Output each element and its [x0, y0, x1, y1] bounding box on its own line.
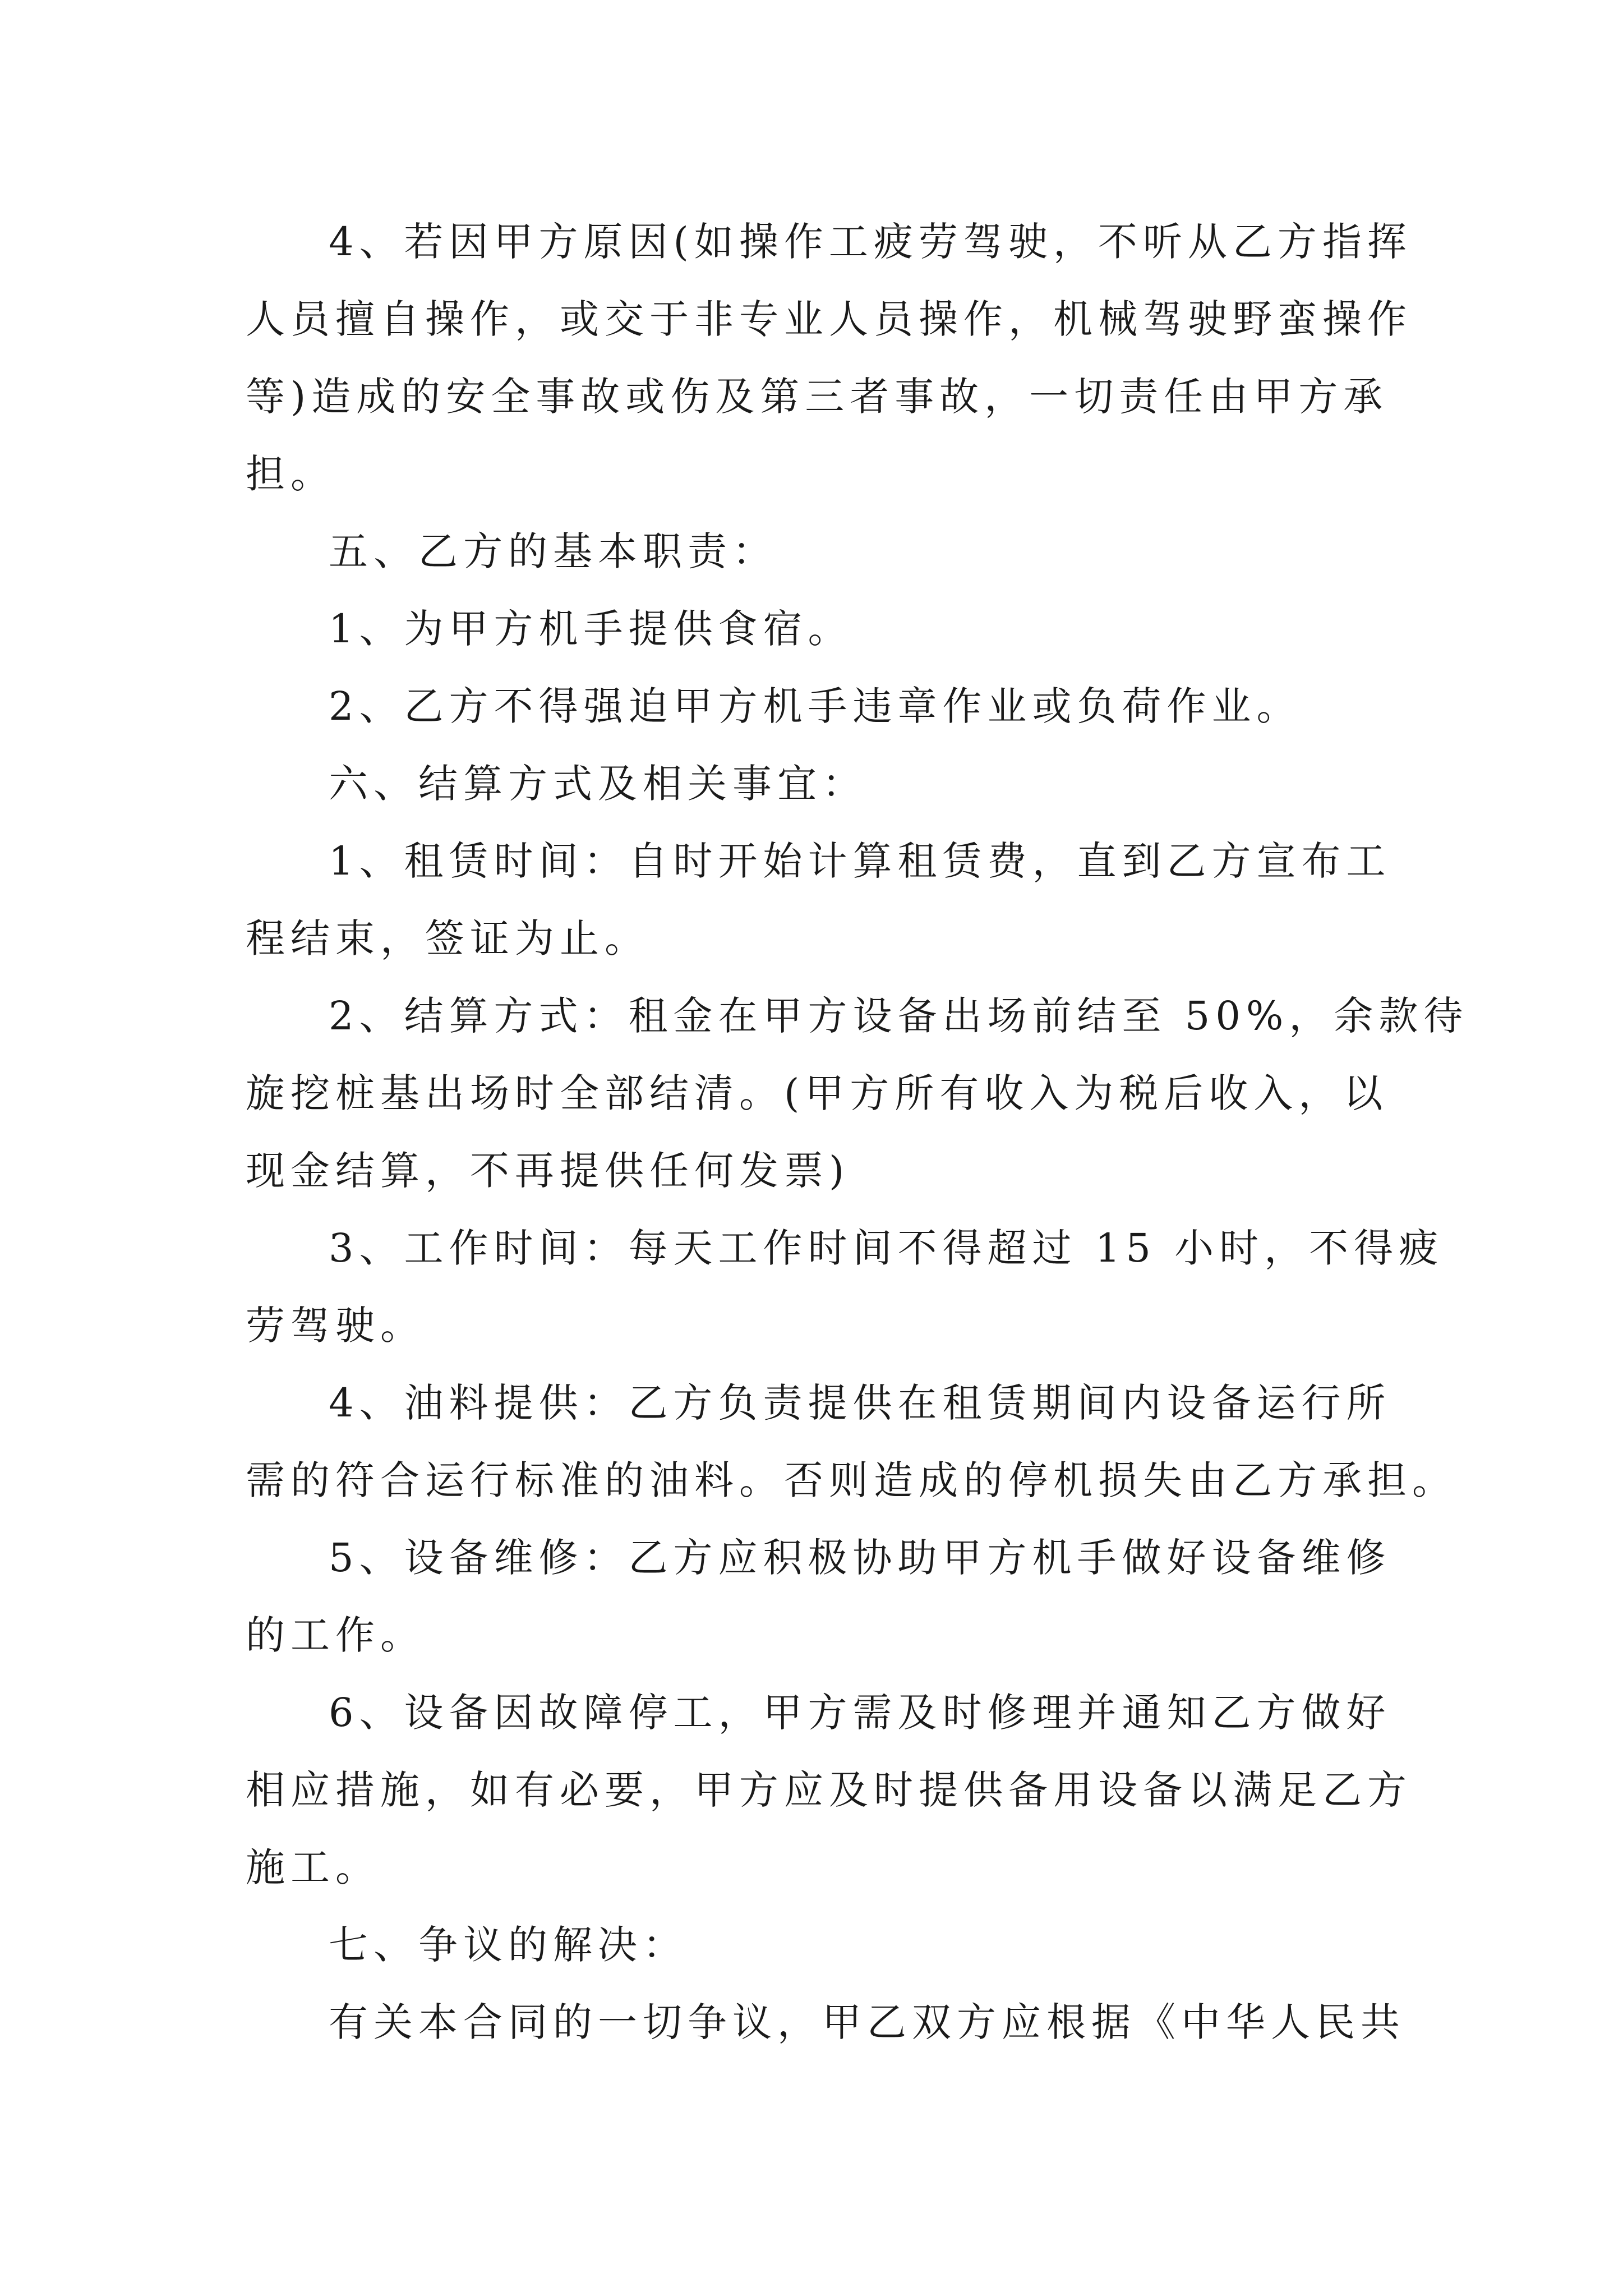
paragraph-line: 程结束，签证为止。 — [246, 915, 649, 961]
paragraph-line: 的工作。 — [246, 1612, 425, 1658]
paragraph-line: 2、结算方式：租金在甲方设备出场前结至 50%，余款待 — [329, 993, 1469, 1039]
paragraph-line: 5、设备维修：乙方应积极协助甲方机手做好设备维修 — [329, 1535, 1391, 1581]
paragraph-line: 4、若因甲方原因(如操作工疲劳驾驶，不听从乙方指挥 — [329, 219, 1412, 265]
paragraph-line: 2、乙方不得强迫甲方机手违章作业或负荷作业。 — [329, 683, 1302, 729]
paragraph-line: 1、租赁时间：自时开始计算租赁费，直到乙方宣布工 — [329, 838, 1391, 884]
document-body — [246, 203, 1469, 2061]
paragraph-line: 相应措施，如有必要，甲方应及时提供备用设备以满足乙方 — [246, 1767, 1412, 1813]
section-heading: 七、争议的解决： — [329, 1922, 688, 1968]
paragraph-line: 担。 — [246, 451, 335, 497]
paragraph-line: 现金结算，不再提供任何发票) — [246, 1148, 850, 1194]
paragraph-line: 有关本合同的一切争议，甲乙双方应根据《中华人民共 — [329, 1999, 1405, 2045]
section-heading: 五、乙方的基本职责： — [329, 528, 777, 574]
paragraph-line: 需的符合运行标准的油料。否则造成的停机损失由乙方承担。 — [246, 1457, 1457, 1503]
paragraph-line: 旋挖桩基出场时全部结清。(甲方所有收入为税后收入，以 — [246, 1070, 1389, 1116]
paragraph-line: 1、为甲方机手提供食宿。 — [329, 606, 853, 652]
section-heading: 六、结算方式及相关事宜： — [329, 761, 867, 807]
paragraph-line: 3、工作时间：每天工作时间不得超过 15 小时，不得疲 — [329, 1225, 1444, 1271]
paragraph-line: 6、设备因故障停工，甲方需及时修理并通知乙方做好 — [329, 1690, 1391, 1736]
paragraph-line: 4、油料提供：乙方负责提供在租赁期间内设备运行所 — [329, 1380, 1391, 1426]
paragraph-line: 施工。 — [246, 1844, 380, 1890]
paragraph-line: 等)造成的安全事故或伤及第三者事故，一切责任由甲方承 — [246, 374, 1389, 420]
paragraph-line: 劳驾驶。 — [246, 1303, 425, 1349]
paragraph-line: 人员擅自操作，或交于非专业人员操作，机械驾驶野蛮操作 — [246, 296, 1412, 342]
